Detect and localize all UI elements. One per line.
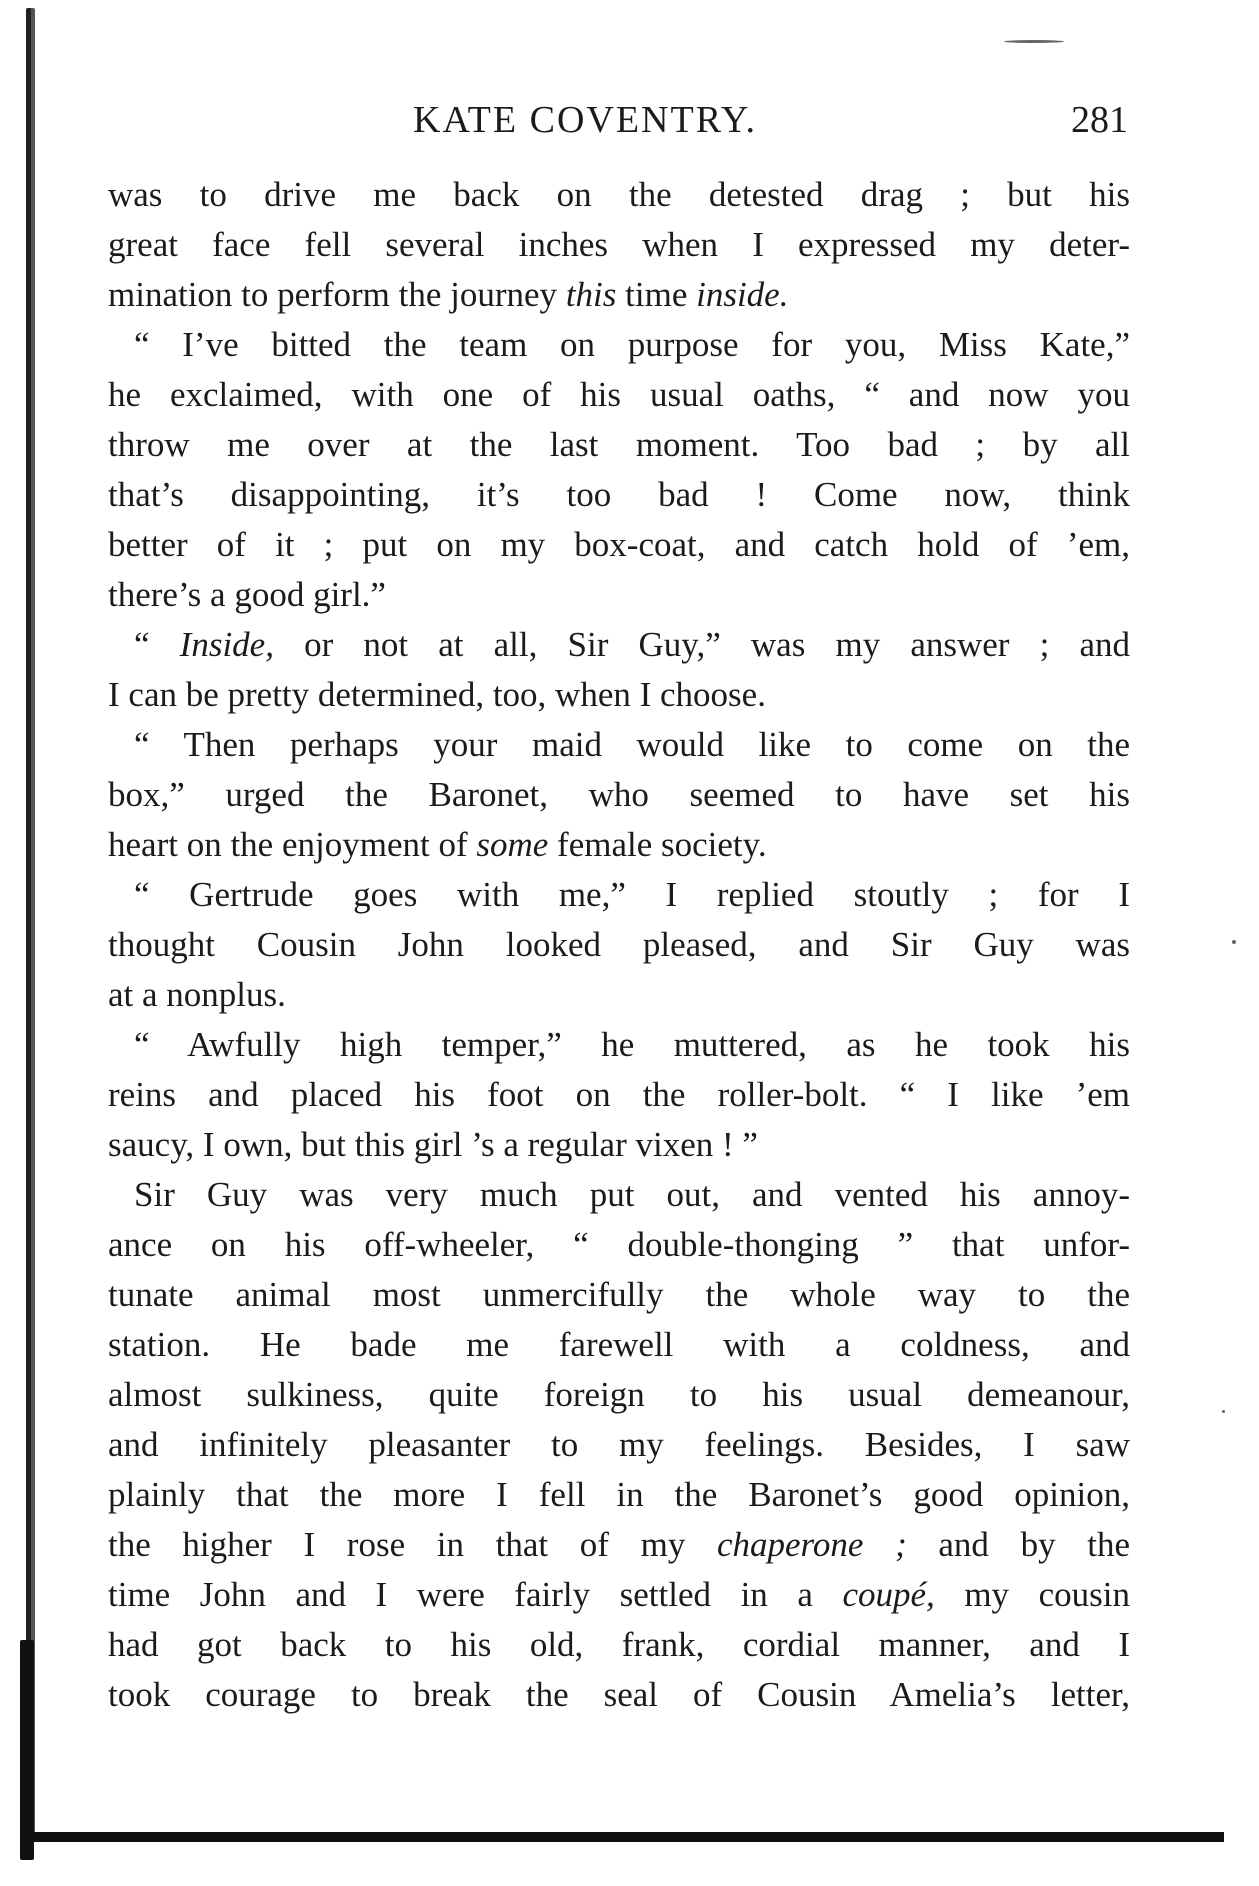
text-line: thought Cousin John looked pleased, and Sir Guy was	[108, 925, 1130, 964]
text-line: “ Awfully high temper,” he muttered, as he took his	[134, 1025, 1130, 1064]
scan-speck	[1232, 940, 1236, 944]
text-line: I can be pretty determined, too, when I choose.	[108, 675, 766, 714]
text-line: and infinitely pleasanter to my feelings. Besides, I saw	[108, 1425, 1130, 1464]
binding-edge-shadow	[26, 8, 35, 1838]
text-line: had got back to his old, frank, cordial manner, and I	[108, 1625, 1130, 1664]
text-line: was to drive me back on the detested drag ; but his	[108, 175, 1130, 214]
text-line: at a nonplus.	[108, 975, 286, 1014]
emphasis: coupé,	[842, 1575, 935, 1614]
text-line: Sir Guy was very much put out, and vented his annoy-	[134, 1175, 1130, 1214]
text-line: better of it ; put on my box-coat, and catch hold of ’em,	[108, 525, 1130, 564]
text-line: “ Inside, or not at all, Sir Guy,” was my answer ; and	[134, 625, 1130, 664]
text-line: there’s a good girl.”	[108, 575, 386, 614]
text-line: “ Then perhaps your maid would like to come on the	[134, 725, 1130, 764]
text-line: plainly that the more I fell in the Baronet’s good opinion,	[108, 1475, 1130, 1514]
scan-speck	[1222, 1410, 1225, 1413]
running-head	[108, 98, 1128, 148]
bottom-edge-shadow	[24, 1832, 1224, 1842]
text-line: mination to perform the journey this time inside.	[108, 275, 789, 314]
text-line: great face fell several inches when I expressed my deter-	[108, 225, 1130, 264]
text-line: he exclaimed, with one of his usual oaths, “ and now you	[108, 375, 1130, 414]
text-line: “ Gertrude goes with me,” I replied stoutly ; for I	[134, 875, 1130, 914]
text-line: tunate animal most unmercifully the whole way to the	[108, 1275, 1130, 1314]
text-line: time John and I were fairly settled in a coupé, my cousin	[108, 1575, 1130, 1614]
text-line: box,” urged the Baronet, who seemed to have set his	[108, 775, 1130, 814]
text-line: ance on his off-wheeler, “ double-thonging ” that unfor-	[108, 1225, 1130, 1264]
text-line: almost sulkiness, quite foreign to his usual demeanour,	[108, 1375, 1130, 1414]
text-line: that’s disappointing, it’s too bad ! Come now, think	[108, 475, 1130, 514]
emphasis: this	[565, 275, 617, 314]
running-title: KATE COVENTRY.	[413, 99, 757, 141]
text-line: saucy, I own, but this girl ’s a regular vixen ! ”	[108, 1125, 758, 1164]
text-line: throw me over at the last moment. Too bad ; by all	[108, 425, 1130, 464]
binding-edge-dark	[20, 1640, 34, 1860]
text-line: the higher I rose in that of my chaperone ; and by the	[108, 1525, 1130, 1564]
emphasis: inside.	[696, 275, 789, 314]
text-line: “ I’ve bitted the team on purpose for you, Miss Kate,”	[134, 325, 1130, 364]
text-line: took courage to break the seal of Cousin Amelia’s letter,	[108, 1675, 1130, 1714]
page-number: 281	[1071, 99, 1128, 141]
emphasis: chaperone ;	[716, 1525, 907, 1564]
emphasis: some	[476, 825, 549, 864]
body-text	[108, 170, 1130, 1720]
emphasis: Inside,	[179, 625, 274, 664]
text-line: heart on the enjoyment of some female society.	[108, 825, 767, 864]
text-line: reins and placed his foot on the roller-bolt. “ I like ’em	[108, 1075, 1130, 1114]
scan-speck	[1004, 40, 1064, 43]
text-line: station. He bade me farewell with a coldness, and	[108, 1325, 1130, 1364]
